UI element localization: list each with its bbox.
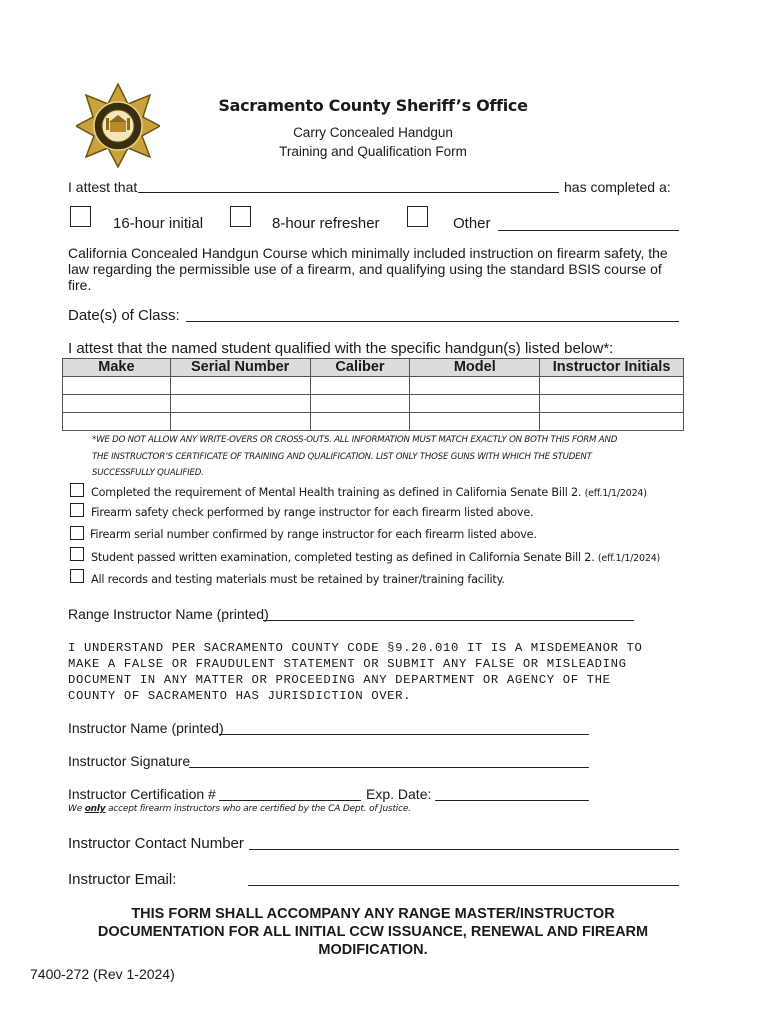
exp-date-label: Exp. Date: xyxy=(366,786,432,802)
cell-input[interactable] xyxy=(540,377,684,395)
subtitle-line-2: Training and Qualification Form xyxy=(279,144,467,159)
contact-number-label: Instructor Contact Number xyxy=(68,835,244,852)
checklist-item-written-exam xyxy=(91,551,660,564)
written-exam-checkbox[interactable] xyxy=(70,547,84,561)
cell-input[interactable] xyxy=(540,395,684,413)
instructor-cert-label: Instructor Certification # xyxy=(68,786,216,802)
exp-date-field[interactable] xyxy=(435,800,589,801)
checklist-note: (eff.1/1/2024) xyxy=(584,488,647,499)
note-line-2: THE INSTRUCTOR’S CERTIFICATE OF TRAINING AND QUALIFICATION. LIST ONLY THOSE GUNS WITH WHICH THE STUDENT xyxy=(92,451,592,462)
mental-health-checkbox[interactable] xyxy=(70,483,84,497)
8-hour-checkbox[interactable] xyxy=(230,206,251,227)
col-model: Model xyxy=(410,359,540,377)
handgun-note xyxy=(92,432,617,482)
note-line-3: SUCCESSFULLY QUALIFIED. xyxy=(92,468,204,478)
cell-input[interactable] xyxy=(170,413,310,431)
table-row xyxy=(63,395,684,413)
course-description: California Concealed Handgun Course which minimally included instruction on firearm safety, the law regarding the permissible use of a firearm, and qualifying using the standard BSIS course of fire. xyxy=(68,245,668,293)
table-header-row xyxy=(63,359,684,377)
range-instructor-label: Range Instructor Name (printed) xyxy=(68,606,269,622)
instructor-name-label: Instructor Name (printed) xyxy=(68,720,224,736)
checklist-item-safety-check: Firearm safety check performed by range instructor for each firearm listed above. xyxy=(91,506,534,519)
table-row xyxy=(63,377,684,395)
cell-input[interactable] xyxy=(540,413,684,431)
cell-input[interactable] xyxy=(410,377,540,395)
serial-number-checkbox[interactable] xyxy=(70,526,84,540)
legal-statement xyxy=(68,640,643,704)
checklist-item-records: All records and testing materials must be retained by trainer/training facility. xyxy=(91,573,505,586)
footer-line-3: MODIFICATION. xyxy=(318,942,428,958)
footer-notice xyxy=(0,905,746,959)
statement-line: DOCUMENT IN ANY MATTER OR PROCEEDING ANY DEPARTMENT OR AGENCY OF THE xyxy=(68,673,611,687)
instructor-email-field[interactable] xyxy=(248,885,679,886)
other-label: Other xyxy=(453,215,491,232)
records-retained-checkbox[interactable] xyxy=(70,569,84,583)
handgun-table xyxy=(62,358,684,431)
form-number: 7400-272 (Rev 1-2024) xyxy=(30,966,175,982)
statement-line: I UNDERSTAND PER SACRAMENTO COUNTY CODE §9.20.010 IT IS A MISDEMEANOR TO xyxy=(68,641,643,655)
instructor-signature-field[interactable] xyxy=(189,767,589,768)
other-field[interactable] xyxy=(498,230,679,231)
instructor-name-field[interactable] xyxy=(219,734,589,735)
checklist-text: Completed the requirement of Mental Health training as defined in California Senate Bill 2. xyxy=(91,486,582,499)
col-serial-number: Serial Number xyxy=(170,359,310,377)
note-line-1: *WE DO NOT ALLOW ANY WRITE-OVERS OR CROSS-OUTS. ALL INFORMATION MUST MATCH EXACTLY ON BOTH THIS FORM AND xyxy=(92,435,618,445)
other-checkbox[interactable] xyxy=(407,206,428,227)
doj-note-emphasis: only xyxy=(84,804,106,814)
range-instructor-field[interactable] xyxy=(263,620,634,621)
form-subtitle xyxy=(0,123,746,161)
cell-input[interactable] xyxy=(170,395,310,413)
table-row xyxy=(63,413,684,431)
cell-input[interactable] xyxy=(63,413,171,431)
attest-label: I attest that xyxy=(68,179,138,195)
statement-line: COUNTY OF SACRAMENTO HAS JURISDICTION OVER. xyxy=(68,689,412,703)
dates-label: Date(s) of Class: xyxy=(68,307,180,324)
cell-input[interactable] xyxy=(410,413,540,431)
safety-check-checkbox[interactable] xyxy=(70,503,84,517)
doj-note-text: We xyxy=(68,804,85,814)
checklist-item-serial-number: Firearm serial number confirmed by range instructor for each firearm listed above. xyxy=(90,528,537,541)
cell-input[interactable] xyxy=(170,377,310,395)
page-title: Sacramento County Sheriff’s Office xyxy=(218,96,528,115)
checklist-note: (eff.1/1/2024) xyxy=(597,553,661,564)
8-hour-label: 8-hour refresher xyxy=(272,215,380,232)
student-name-field[interactable] xyxy=(138,192,559,193)
instructor-signature-label: Instructor Signature xyxy=(68,753,191,769)
cell-input[interactable] xyxy=(310,413,410,431)
footer-line-2: DOCUMENTATION FOR ALL INITIAL CCW ISSUANCE, RENEWAL AND FIREARM xyxy=(97,924,649,940)
cell-input[interactable] xyxy=(63,377,171,395)
cell-input[interactable] xyxy=(63,395,171,413)
16-hour-label: 16-hour initial xyxy=(113,215,204,232)
doj-note xyxy=(68,801,411,818)
16-hour-checkbox[interactable] xyxy=(70,206,91,227)
contact-number-field[interactable] xyxy=(249,849,679,850)
has-completed-label: has completed a: xyxy=(564,179,671,195)
statement-line: MAKE A FALSE OR FRAUDULENT STATEMENT OR SUBMIT ANY FALSE OR MISLEADING xyxy=(68,657,627,671)
checklist-item-mental-health xyxy=(91,486,647,499)
dates-field[interactable] xyxy=(186,321,679,322)
instructor-email-label: Instructor Email: xyxy=(68,871,177,888)
handgun-intro: I attest that the named student qualified with the specific handgun(s) listed below*: xyxy=(68,340,614,357)
subtitle-line-1: Carry Concealed Handgun xyxy=(293,125,453,140)
col-caliber: Caliber xyxy=(310,359,410,377)
footer-line-1: THIS FORM SHALL ACCOMPANY ANY RANGE MASTER/INSTRUCTOR xyxy=(131,906,615,922)
col-instructor-initials: Instructor Initials xyxy=(540,359,684,377)
cell-input[interactable] xyxy=(410,395,540,413)
checklist-text: Student passed written examination, completed testing as defined in California Senate Bill 2. xyxy=(91,551,595,564)
cell-input[interactable] xyxy=(310,395,410,413)
col-make: Make xyxy=(63,359,171,377)
doj-note-text: accept firearm instructors who are certified by the CA Dept. of Justice. xyxy=(105,804,411,814)
cell-input[interactable] xyxy=(310,377,410,395)
